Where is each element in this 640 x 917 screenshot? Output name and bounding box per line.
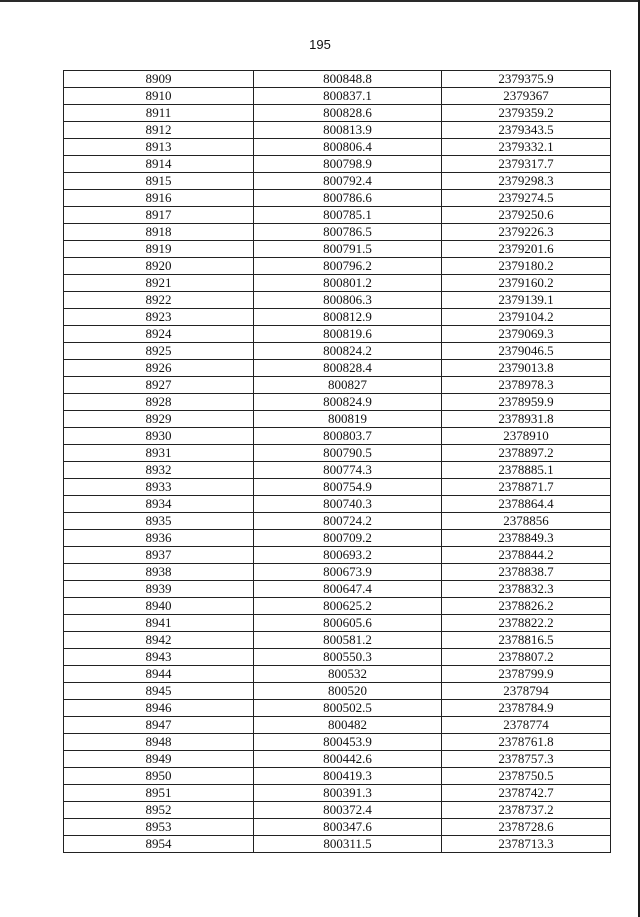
x-coordinate-cell: 800391.3 [254,785,442,802]
y-coordinate-cell: 2379046.5 [442,343,611,360]
y-coordinate-cell: 2378822.2 [442,615,611,632]
point-id-cell: 8949 [64,751,254,768]
table-row [64,71,611,88]
point-id-cell: 8951 [64,785,254,802]
table-row [64,105,611,122]
y-coordinate-cell: 2378750.5 [442,768,611,785]
point-id-cell: 8919 [64,241,254,258]
table-row [64,156,611,173]
point-id-cell: 8916 [64,190,254,207]
y-coordinate-cell: 2379375.9 [442,71,611,88]
point-id-cell: 8950 [64,768,254,785]
table-row [64,615,611,632]
point-id-cell: 8912 [64,122,254,139]
table-row [64,360,611,377]
y-coordinate-cell: 2378737.2 [442,802,611,819]
y-coordinate-cell: 2378897.2 [442,445,611,462]
y-coordinate-cell: 2378742.7 [442,785,611,802]
point-id-cell: 8933 [64,479,254,496]
point-id-cell: 8918 [64,224,254,241]
x-coordinate-cell: 800812.9 [254,309,442,326]
table-row [64,173,611,190]
x-coordinate-cell: 800806.4 [254,139,442,156]
table-row [64,241,611,258]
table-row [64,122,611,139]
y-coordinate-cell: 2378959.9 [442,394,611,411]
x-coordinate-cell: 800774.3 [254,462,442,479]
table-row [64,683,611,700]
table-row [64,428,611,445]
x-coordinate-cell: 800372.4 [254,802,442,819]
x-coordinate-cell: 800581.2 [254,632,442,649]
x-coordinate-cell: 800819.6 [254,326,442,343]
point-id-cell: 8945 [64,683,254,700]
point-id-cell: 8924 [64,326,254,343]
x-coordinate-cell: 800792.4 [254,173,442,190]
y-coordinate-cell: 2379298.3 [442,173,611,190]
point-id-cell: 8936 [64,530,254,547]
x-coordinate-cell: 800693.2 [254,547,442,564]
x-coordinate-cell: 800532 [254,666,442,683]
y-coordinate-cell: 2379332.1 [442,139,611,156]
table-row [64,207,611,224]
table-row [64,547,611,564]
x-coordinate-cell: 800813.9 [254,122,442,139]
x-coordinate-cell: 800837.1 [254,88,442,105]
point-id-cell: 8909 [64,71,254,88]
table-row [64,836,611,853]
y-coordinate-cell: 2378826.2 [442,598,611,615]
point-id-cell: 8940 [64,598,254,615]
x-coordinate-cell: 800796.2 [254,258,442,275]
point-id-cell: 8947 [64,717,254,734]
x-coordinate-cell: 800785.1 [254,207,442,224]
point-id-cell: 8934 [64,496,254,513]
y-coordinate-cell: 2378832.3 [442,581,611,598]
y-coordinate-cell: 2379226.3 [442,224,611,241]
point-id-cell: 8948 [64,734,254,751]
y-coordinate-cell: 2379343.5 [442,122,611,139]
table-row [64,292,611,309]
x-coordinate-cell: 800798.9 [254,156,442,173]
x-coordinate-cell: 800419.3 [254,768,442,785]
table-row [64,768,611,785]
table-row [64,819,611,836]
table-row [64,462,611,479]
x-coordinate-cell: 800791.5 [254,241,442,258]
y-coordinate-cell: 2379359.2 [442,105,611,122]
y-coordinate-cell: 2379069.3 [442,326,611,343]
table-row [64,411,611,428]
point-id-cell: 8917 [64,207,254,224]
x-coordinate-cell: 800673.9 [254,564,442,581]
table-row [64,666,611,683]
table-row [64,139,611,156]
y-coordinate-cell: 2379160.2 [442,275,611,292]
x-coordinate-cell: 800754.9 [254,479,442,496]
point-id-cell: 8939 [64,581,254,598]
x-coordinate-cell: 800442.6 [254,751,442,768]
y-coordinate-cell: 2379201.6 [442,241,611,258]
x-coordinate-cell: 800502.5 [254,700,442,717]
table-row [64,802,611,819]
x-coordinate-cell: 800801.2 [254,275,442,292]
y-coordinate-cell: 2378978.3 [442,377,611,394]
point-id-cell: 8938 [64,564,254,581]
table-row [64,751,611,768]
x-coordinate-cell: 800311.5 [254,836,442,853]
y-coordinate-cell: 2379139.1 [442,292,611,309]
y-coordinate-cell: 2378728.6 [442,819,611,836]
table-row [64,224,611,241]
table-row [64,734,611,751]
x-coordinate-cell: 800740.3 [254,496,442,513]
table-row [64,275,611,292]
point-id-cell: 8942 [64,632,254,649]
table-row [64,309,611,326]
point-id-cell: 8931 [64,445,254,462]
point-id-cell: 8921 [64,275,254,292]
table-row [64,581,611,598]
table-row [64,649,611,666]
scan-edge-top [0,0,640,2]
point-id-cell: 8923 [64,309,254,326]
x-coordinate-cell: 800647.4 [254,581,442,598]
point-id-cell: 8913 [64,139,254,156]
coordinates-table-body [64,71,611,853]
point-id-cell: 8910 [64,88,254,105]
y-coordinate-cell: 2378849.3 [442,530,611,547]
y-coordinate-cell: 2379250.6 [442,207,611,224]
x-coordinate-cell: 800806.3 [254,292,442,309]
point-id-cell: 8928 [64,394,254,411]
point-id-cell: 8935 [64,513,254,530]
point-id-cell: 8911 [64,105,254,122]
x-coordinate-cell: 800824.9 [254,394,442,411]
x-coordinate-cell: 800520 [254,683,442,700]
x-coordinate-cell: 800482 [254,717,442,734]
point-id-cell: 8925 [64,343,254,360]
y-coordinate-cell: 2378799.9 [442,666,611,683]
x-coordinate-cell: 800550.3 [254,649,442,666]
x-coordinate-cell: 800709.2 [254,530,442,547]
point-id-cell: 8920 [64,258,254,275]
table-row [64,496,611,513]
y-coordinate-cell: 2378761.8 [442,734,611,751]
point-id-cell: 8941 [64,615,254,632]
y-coordinate-cell: 2378864.4 [442,496,611,513]
coordinates-table [63,70,611,853]
point-id-cell: 8929 [64,411,254,428]
point-id-cell: 8932 [64,462,254,479]
table-row [64,700,611,717]
table-row [64,190,611,207]
y-coordinate-cell: 2378794 [442,683,611,700]
table-row [64,343,611,360]
table-row [64,513,611,530]
table-row [64,717,611,734]
page-number: 195 [309,37,331,52]
x-coordinate-cell: 800803.7 [254,428,442,445]
table-row [64,326,611,343]
y-coordinate-cell: 2379013.8 [442,360,611,377]
x-coordinate-cell: 800605.6 [254,615,442,632]
x-coordinate-cell: 800848.8 [254,71,442,88]
point-id-cell: 8943 [64,649,254,666]
table-row [64,530,611,547]
y-coordinate-cell: 2379367 [442,88,611,105]
x-coordinate-cell: 800453.9 [254,734,442,751]
y-coordinate-cell: 2378838.7 [442,564,611,581]
x-coordinate-cell: 800724.2 [254,513,442,530]
x-coordinate-cell: 800824.2 [254,343,442,360]
x-coordinate-cell: 800786.5 [254,224,442,241]
y-coordinate-cell: 2378844.2 [442,547,611,564]
point-id-cell: 8914 [64,156,254,173]
y-coordinate-cell: 2378856 [442,513,611,530]
table-row [64,632,611,649]
x-coordinate-cell: 800790.5 [254,445,442,462]
x-coordinate-cell: 800625.2 [254,598,442,615]
y-coordinate-cell: 2378784.9 [442,700,611,717]
y-coordinate-cell: 2378910 [442,428,611,445]
table-row [64,88,611,105]
table-row [64,598,611,615]
y-coordinate-cell: 2378871.7 [442,479,611,496]
table-row [64,258,611,275]
point-id-cell: 8922 [64,292,254,309]
table-row [64,377,611,394]
y-coordinate-cell: 2378713.3 [442,836,611,853]
point-id-cell: 8930 [64,428,254,445]
y-coordinate-cell: 2378757.3 [442,751,611,768]
y-coordinate-cell: 2378807.2 [442,649,611,666]
x-coordinate-cell: 800827 [254,377,442,394]
y-coordinate-cell: 2378774 [442,717,611,734]
point-id-cell: 8944 [64,666,254,683]
point-id-cell: 8926 [64,360,254,377]
table-row [64,785,611,802]
x-coordinate-cell: 800828.6 [254,105,442,122]
table-row [64,479,611,496]
x-coordinate-cell: 800786.6 [254,190,442,207]
y-coordinate-cell: 2378816.5 [442,632,611,649]
point-id-cell: 8915 [64,173,254,190]
table-row [64,394,611,411]
x-coordinate-cell: 800828.4 [254,360,442,377]
point-id-cell: 8954 [64,836,254,853]
point-id-cell: 8946 [64,700,254,717]
point-id-cell: 8953 [64,819,254,836]
y-coordinate-cell: 2378931.8 [442,411,611,428]
table-row [64,445,611,462]
y-coordinate-cell: 2379180.2 [442,258,611,275]
y-coordinate-cell: 2379274.5 [442,190,611,207]
x-coordinate-cell: 800819 [254,411,442,428]
table-row [64,564,611,581]
point-id-cell: 8937 [64,547,254,564]
point-id-cell: 8952 [64,802,254,819]
y-coordinate-cell: 2379317.7 [442,156,611,173]
x-coordinate-cell: 800347.6 [254,819,442,836]
y-coordinate-cell: 2379104.2 [442,309,611,326]
point-id-cell: 8927 [64,377,254,394]
y-coordinate-cell: 2378885.1 [442,462,611,479]
